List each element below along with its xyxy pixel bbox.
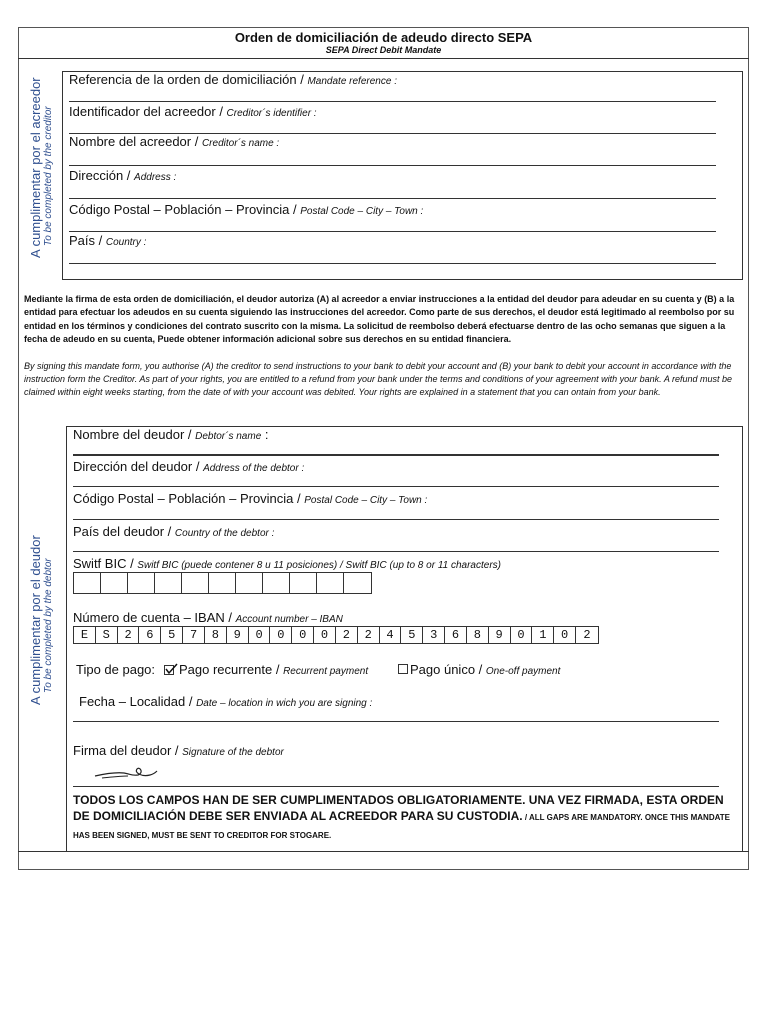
debtor-side-label-en: To be completed by the debtor [43, 558, 54, 693]
mandate-reference-line [69, 101, 716, 102]
iban-char-cell[interactable]: 4 [380, 627, 402, 643]
bic-char-cell[interactable] [101, 573, 128, 593]
iban-char-cell[interactable]: 8 [467, 627, 489, 643]
bic-char-cell[interactable] [236, 573, 263, 593]
debtor-country-field[interactable] [73, 524, 274, 539]
iban-char-cell[interactable]: 2 [336, 627, 358, 643]
iban-label: Número de cuenta – IBAN / [73, 610, 236, 625]
creditor-postal-field[interactable] [69, 202, 423, 217]
iban-field [73, 610, 343, 625]
creditor-postal-line [69, 231, 716, 232]
debtor-side-label [28, 535, 54, 705]
creditor-country-line [69, 263, 716, 264]
debtor-name-suffix: : [261, 427, 269, 442]
date-location-field[interactable] [79, 694, 372, 709]
debtor-name-label-en: Debtor´s name [195, 431, 262, 442]
bic-input[interactable] [73, 572, 372, 594]
iban-char-cell[interactable]: 0 [249, 627, 271, 643]
iban-char-cell[interactable]: E [74, 627, 96, 643]
creditor-name-line [69, 165, 716, 166]
check-icon [164, 663, 178, 675]
signature-label-en: Signature of the debtor [182, 747, 284, 758]
bic-char-cell[interactable] [128, 573, 155, 593]
recurrent-payment-label: Pago recurrente / [179, 662, 284, 677]
bic-char-cell[interactable] [155, 573, 182, 593]
header-divider [18, 58, 749, 59]
creditor-postal-label: Código Postal – Población – Provincia / [69, 202, 301, 217]
iban-char-cell[interactable]: 5 [401, 627, 423, 643]
bic-char-cell[interactable] [209, 573, 236, 593]
mandatory-notice-es: TODOS LOS CAMPOS HAN DE SER CUMPLIMENTADOS OBLIGATORIAMENTE. UNA VEZ FIRMADA, ESTA ORDEN DE DOMICILIACIÓN DEBE SER ENVIADA AL ACREEDOR PARA SU CUSTODIA. [73, 793, 724, 823]
debtor-name-line [73, 454, 719, 456]
debtor-name-label: Nombre del deudor / [73, 427, 196, 442]
debtor-name-field[interactable] [73, 427, 269, 442]
iban-char-cell[interactable]: 8 [205, 627, 227, 643]
debtor-address-field[interactable] [73, 459, 304, 474]
debtor-address-label: Dirección del deudor / [73, 459, 204, 474]
creditor-country-field[interactable] [69, 233, 146, 248]
iban-char-cell[interactable]: 0 [314, 627, 336, 643]
recurrent-payment-checkbox[interactable] [164, 665, 174, 675]
debtor-postal-line [73, 519, 719, 520]
oneoff-payment-label: Pago único / [410, 662, 486, 677]
iban-char-cell[interactable]: 3 [423, 627, 445, 643]
iban-input[interactable] [73, 626, 599, 644]
date-location-label: Fecha – Localidad / [79, 694, 197, 709]
iban-char-cell[interactable]: 0 [554, 627, 576, 643]
iban-label-en: Account number – IBAN [235, 614, 343, 625]
iban-char-cell[interactable]: 2 [358, 627, 380, 643]
iban-char-cell[interactable]: 5 [161, 627, 183, 643]
bic-char-cell[interactable] [290, 573, 317, 593]
iban-char-cell[interactable]: 0 [270, 627, 292, 643]
recurrent-payment-option[interactable] [179, 662, 368, 677]
recurrent-payment-label-en: Recurrent payment [283, 666, 369, 677]
bic-field [73, 556, 501, 571]
mandate-reference-field[interactable] [69, 72, 397, 87]
iban-char-cell[interactable]: 1 [532, 627, 554, 643]
creditor-side-label [28, 77, 54, 258]
oneoff-payment-label-en: One-off payment [485, 666, 561, 677]
debtor-country-line [73, 551, 719, 552]
bic-label: Switf BIC / [73, 556, 138, 571]
debtor-country-label: País del deudor / [73, 524, 175, 539]
creditor-postal-label-en: Postal Code – City – Town : [300, 206, 424, 217]
iban-char-cell[interactable]: 6 [445, 627, 467, 643]
debtor-address-line [73, 486, 719, 487]
mandate-reference-label: Referencia de la orden de domiciliación / [69, 72, 308, 87]
debtor-postal-label-en: Postal Code – City – Town : [304, 495, 428, 506]
signature-label: Firma del deudor / [73, 743, 183, 758]
debtor-postal-field[interactable] [73, 491, 427, 506]
mandatory-notice-en: / ALL GAPS ARE MANDATORY. ONCE THIS MANDATE HAS BEEN SIGNED, MUST BE SENT TO CREDITOR FOR STOGARE. [73, 813, 731, 840]
creditor-country-label-en: Country : [105, 237, 147, 248]
iban-char-cell[interactable]: 0 [511, 627, 533, 643]
bic-char-cell[interactable] [344, 573, 371, 593]
mandate-reference-label-en: Mandate reference : [307, 76, 397, 87]
oneoff-payment-option[interactable] [410, 662, 560, 677]
bic-char-cell[interactable] [182, 573, 209, 593]
iban-char-cell[interactable]: 7 [183, 627, 205, 643]
iban-char-cell[interactable]: 2 [583, 628, 591, 642]
creditor-identifier-field[interactable] [69, 104, 317, 119]
creditor-address-label: Dirección / [69, 168, 135, 183]
creditor-name-label-en: Creditor´s name : [201, 138, 280, 149]
debtor-country-label-en: Country of the debtor : [174, 528, 275, 539]
creditor-name-label: Nombre del acreedor / [69, 134, 202, 149]
page-title: Orden de domiciliación de adeudo directo SEPA [234, 30, 533, 45]
bic-char-cell[interactable] [74, 573, 101, 593]
iban-char-cell[interactable]: 9 [489, 627, 511, 643]
creditor-address-field[interactable] [69, 168, 176, 183]
bic-char-cell[interactable] [263, 573, 290, 593]
signature-scribble [92, 760, 162, 782]
oneoff-payment-checkbox[interactable] [398, 664, 408, 674]
date-location-line [73, 721, 719, 722]
creditor-identifier-label-en: Creditor´s identifier : [226, 108, 317, 119]
iban-char-cell[interactable]: S [96, 627, 118, 643]
date-location-label-en: Date – location in wich you are signing : [196, 698, 373, 709]
iban-char-cell[interactable]: 9 [227, 627, 249, 643]
authorization-text-es: Mediante la firma de esta orden de domiciliación, el deudor autoriza (A) al acreedor a enviar instrucciones a la entidad del deudor para adeudar en su cuenta y (B) a la entidad para efectuar los adeudos en su cuenta siguiendo las instrucciones del acreedor. Como parte de sus derechos, el deudor está legitimado al reembolso por su entidad en los términos y condiciones del contrato suscrito con la misma. La solicitud de reembolso deberá efectuarse dentro de las ocho semanas que siguen a la fecha de adeudo en su cuenta, Puede obtener información adicional sobre sus derechos en su entidad financiera. [24, 294, 735, 344]
mandatory-notice [73, 792, 733, 844]
bic-label-en: Switf BIC (puede contener 8 u 11 posiciones) / Switf BIC (up to 8 or 11 characters) [137, 560, 501, 571]
creditor-side-label-en: To be completed by the creditor [43, 106, 54, 246]
iban-char-cell[interactable]: 0 [292, 627, 314, 643]
creditor-name-field[interactable] [69, 134, 279, 149]
iban-char-cell[interactable]: 2 [118, 627, 140, 643]
authorization-text-en: By signing this mandate form, you authorise (A) the creditor to send instructions to your bank to debit your account and (B) your bank to debit your account in accordance with the instruction form the Creditor. As part of your rights, you are entitled to a refund from your bank under the terms and conditions of your agreement with your bank. A refund must be claimed within eight weeks starting, from the date of with your account was debited. Your rights are explained in a statement that you can ontain from your bank. [24, 361, 733, 398]
signature-field[interactable] [73, 743, 284, 758]
bic-char-cell[interactable] [317, 573, 344, 593]
debtor-address-label-en: Address of the debtor : [203, 463, 305, 474]
debtor-side-label-es: A cumplimentar por el deudor [28, 535, 43, 705]
iban-char-cell[interactable]: 6 [139, 627, 161, 643]
creditor-address-label-en: Address : [134, 172, 177, 183]
page-subtitle: SEPA Direct Debit Mandate [325, 45, 442, 55]
creditor-side-label-es: A cumplimentar por el acreedor [28, 77, 43, 258]
creditor-identifier-label: Identificador del acreedor / [69, 104, 227, 119]
creditor-country-label: País / [69, 233, 106, 248]
debtor-postal-label: Código Postal – Población – Provincia / [73, 491, 305, 506]
creditor-address-line [69, 198, 716, 199]
signature-line [73, 786, 719, 787]
payment-type-label: Tipo de pago: [76, 662, 156, 677]
